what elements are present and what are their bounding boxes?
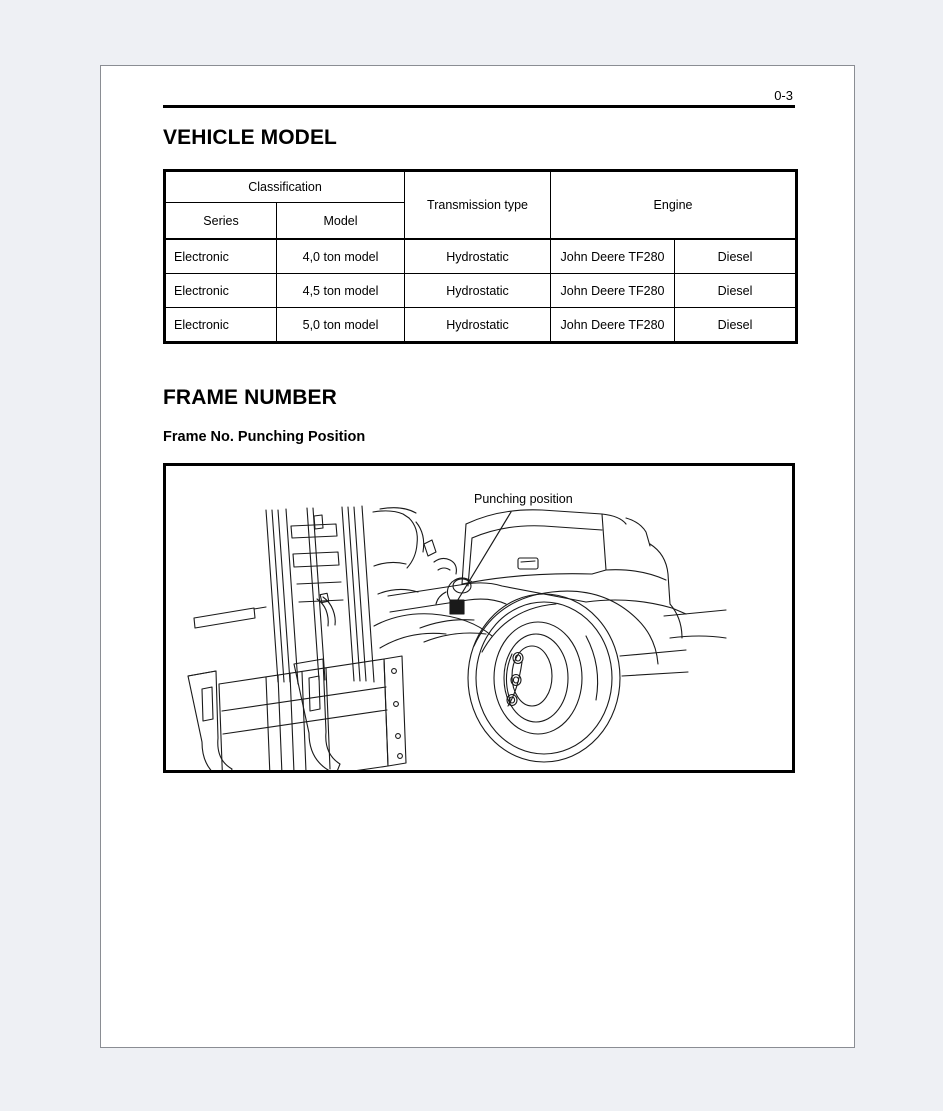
side-frame-step	[420, 620, 486, 642]
load-backrest	[219, 659, 388, 770]
vehicle-model-table	[163, 169, 798, 344]
carriage-side-plate	[384, 656, 406, 766]
cell-model: 4,0 ton model	[277, 239, 405, 274]
cell-engine-model: John Deere TF280	[551, 239, 675, 274]
table-row	[165, 239, 797, 274]
forklift-line-drawing	[166, 466, 792, 770]
cell-engine-model: John Deere TF280	[551, 308, 675, 343]
front-wheel	[468, 594, 620, 762]
cell-model: 5,0 ton model	[277, 308, 405, 343]
header-classification: Classification	[165, 171, 405, 203]
cell-fuel: Diesel	[675, 239, 797, 274]
table-row	[165, 274, 797, 308]
callout-label-punching-position: Punching position	[474, 492, 573, 506]
hood-panel	[462, 510, 650, 586]
cell-engine-model: John Deere TF280	[551, 274, 675, 308]
fork-right	[294, 659, 340, 770]
cell-series: Electronic	[165, 239, 277, 274]
frame-bracket-detail	[424, 540, 456, 574]
page-number: 0-3	[774, 88, 793, 103]
tilt-cylinder	[194, 607, 266, 628]
section-title-frame-number: FRAME NUMBER	[163, 386, 337, 409]
header-rule	[163, 105, 795, 108]
cell-model: 4,5 ton model	[277, 274, 405, 308]
chassis-right	[620, 610, 726, 676]
fork-left	[188, 671, 232, 770]
subtitle-punching-position: Frame No. Punching Position	[163, 429, 366, 445]
table-row	[165, 308, 797, 343]
header-model: Model	[277, 203, 405, 240]
cell-transmission: Hydrostatic	[405, 308, 551, 343]
cell-fuel: Diesel	[675, 308, 797, 343]
header-transmission-type: Transmission type	[405, 171, 551, 240]
body-rear-edge	[586, 544, 686, 638]
cell-series: Electronic	[165, 274, 277, 308]
illustration-frame	[163, 463, 795, 773]
document-page	[100, 65, 855, 1048]
cell-fuel: Diesel	[675, 274, 797, 308]
section-title-vehicle-model: VEHICLE MODEL	[163, 126, 337, 149]
page-content	[163, 89, 795, 773]
cell-transmission: Hydrostatic	[405, 239, 551, 274]
header-series: Series	[165, 203, 277, 240]
cell-series: Electronic	[165, 308, 277, 343]
header-engine: Engine	[551, 171, 797, 240]
cell-transmission: Hydrostatic	[405, 274, 551, 308]
vehicle-frame	[373, 508, 586, 648]
table-header-row-group	[165, 171, 797, 203]
